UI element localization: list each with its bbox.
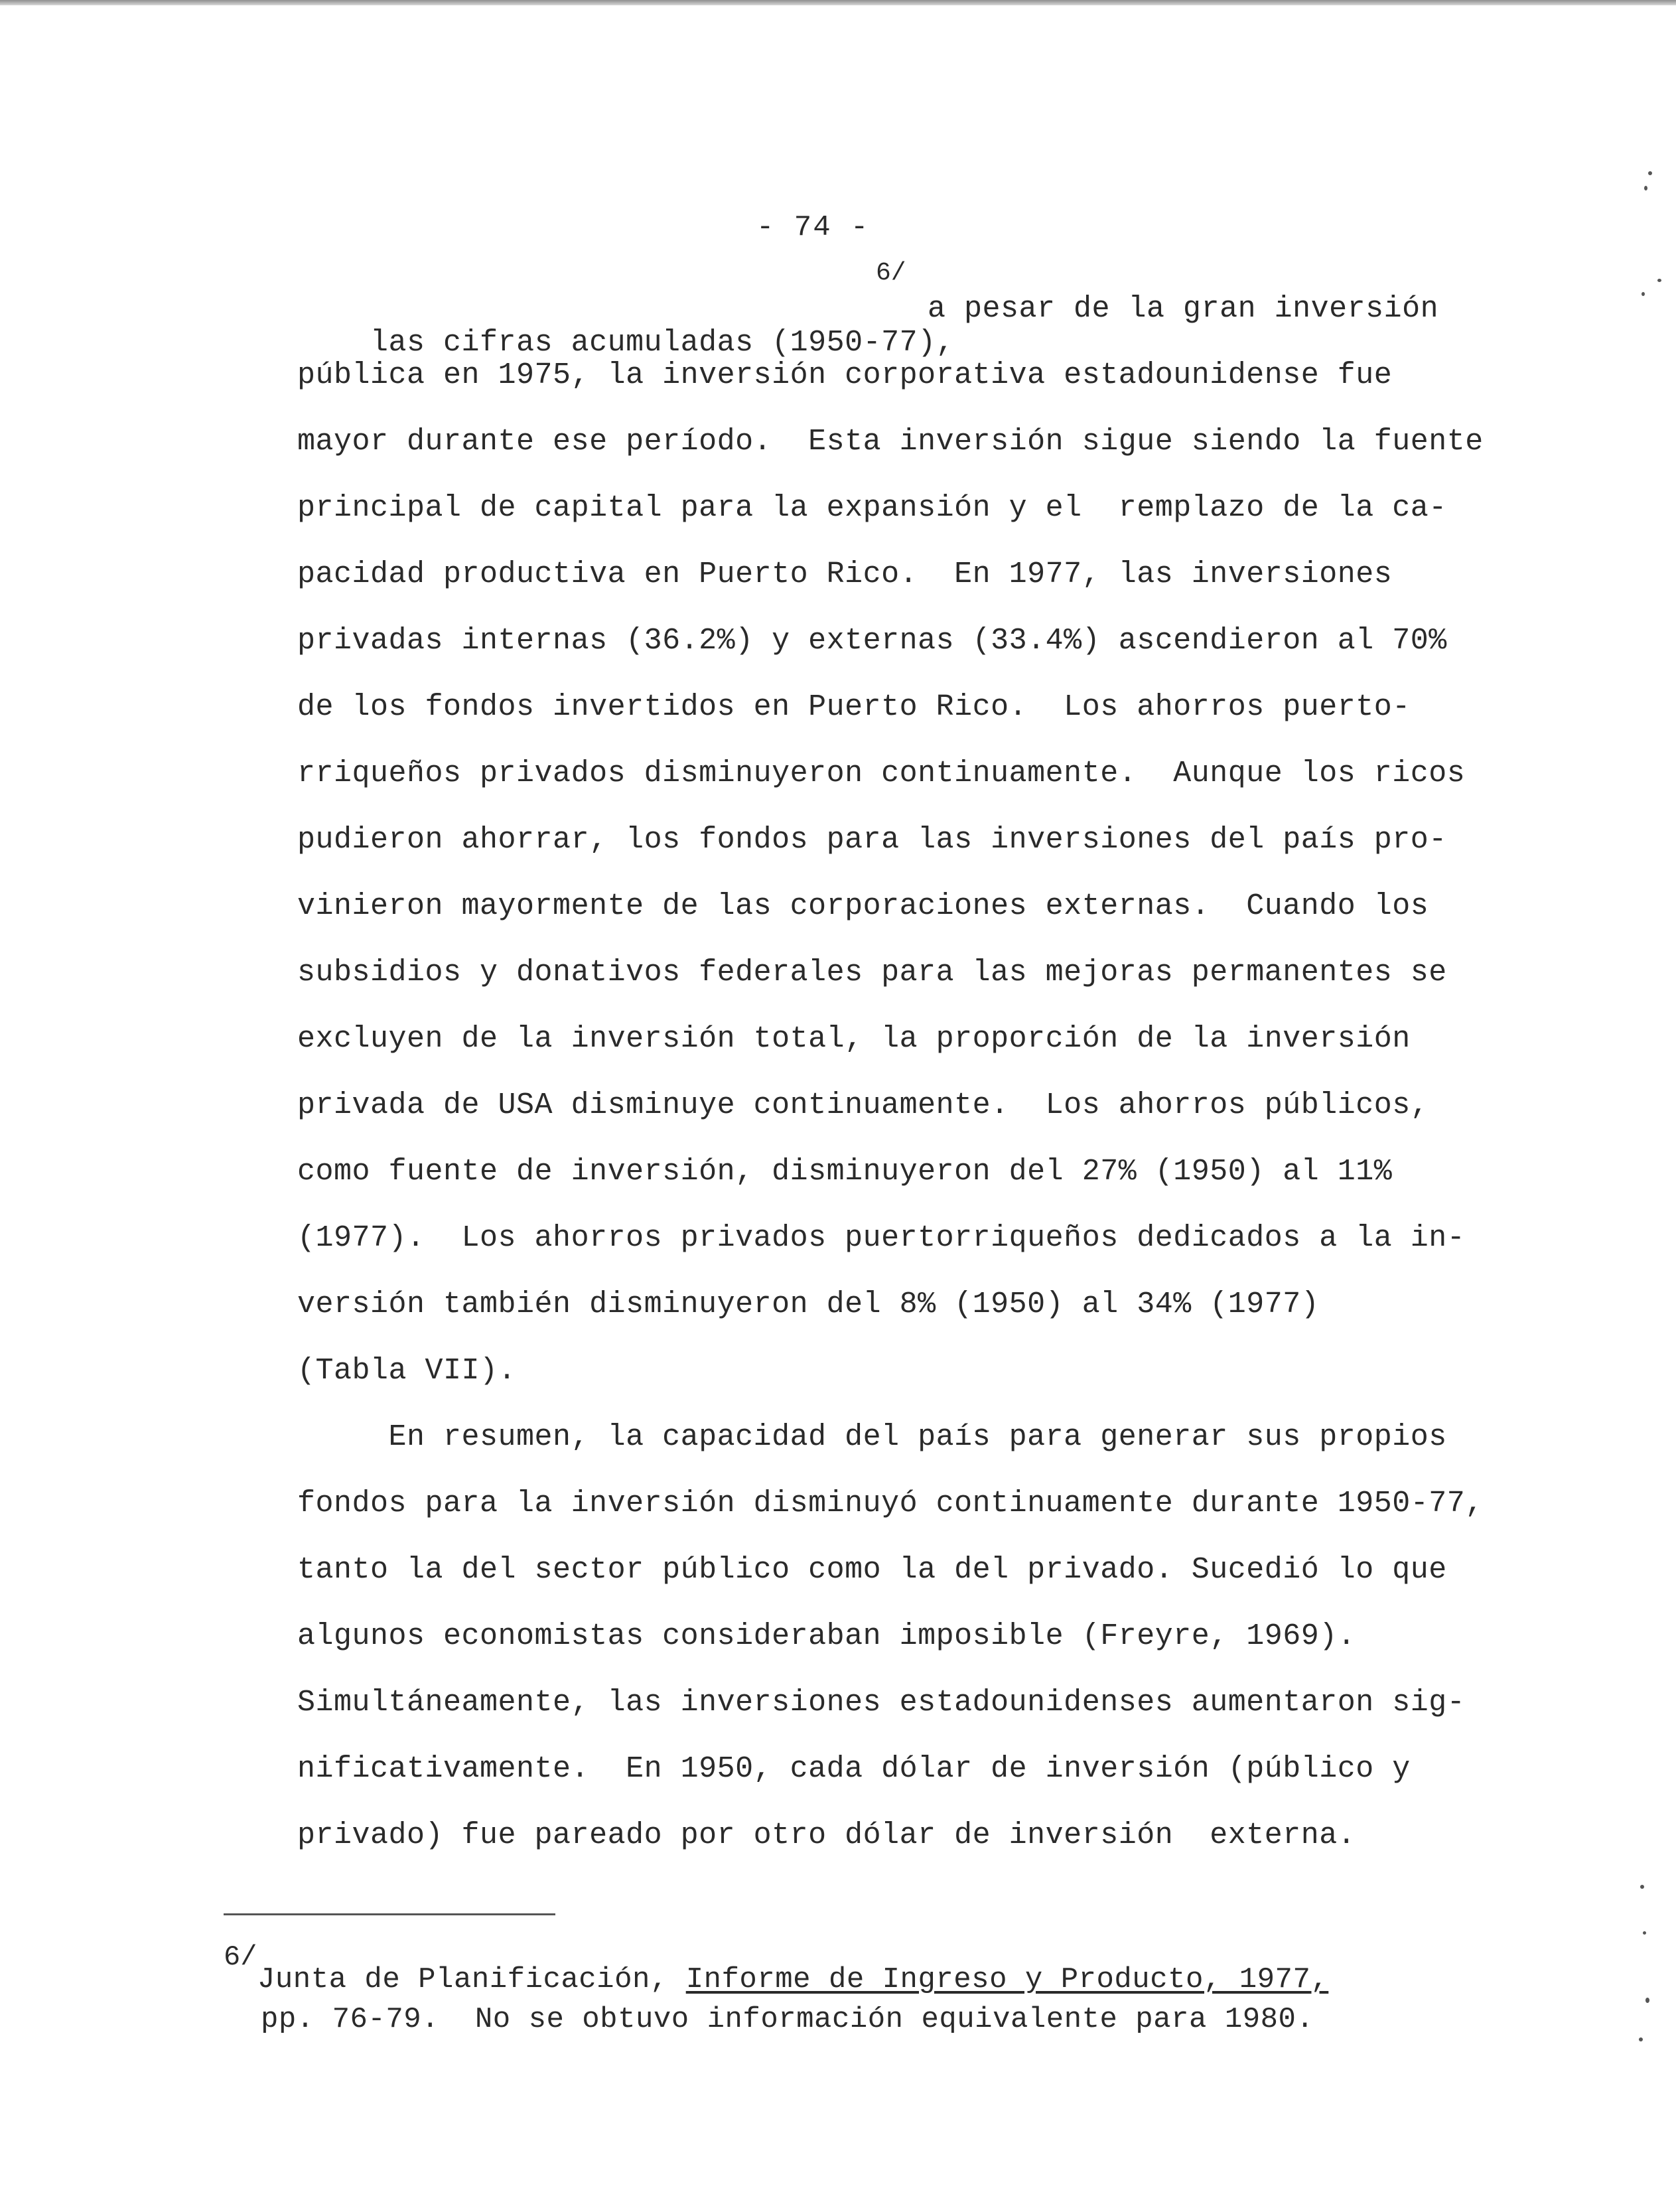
- body-line-20: tanto la del sector público como la del privado. Sucedió lo que: [297, 1553, 1447, 1587]
- scan-speck: [1641, 292, 1645, 296]
- footnote-number: 6/: [224, 1941, 257, 1973]
- footnote-separator-line: [224, 1913, 555, 1915]
- scan-speck: [1645, 1998, 1649, 2003]
- body-line-21: algunos economistas consideraban imposible (Freyre, 1969).: [297, 1619, 1356, 1653]
- body-line-14: como fuente de inversión, disminuyeron del 27% (1950) al 11%: [297, 1155, 1393, 1189]
- scan-speck: [1648, 171, 1652, 175]
- body-line-7: de los fondos invertidos en Puerto Rico. Los ahorros puerto-: [297, 690, 1411, 724]
- footnote-source: Junta de Planificación,: [257, 1963, 686, 1996]
- body-line-23: nificativamente. En 1950, cada dólar de inversión (público y: [297, 1752, 1411, 1786]
- scan-speck: [1639, 2037, 1643, 2041]
- footnote-line-1: [257, 1963, 1328, 1996]
- body-line-19: fondos para la inversión disminuyó continuamente durante 1950-77,: [297, 1487, 1484, 1520]
- body-line-16: versión también disminuyeron del 8% (1950) al 34% (1977): [297, 1288, 1320, 1321]
- body-line-4: principal de capital para la expansión y el remplazo de la ca-: [297, 491, 1447, 525]
- body-line-13: privada de USA disminuye continuamente. Los ahorros públicos,: [297, 1088, 1429, 1122]
- scan-speck: [1640, 1885, 1644, 1889]
- body-line-5: pacidad productiva en Puerto Rico. En 1977, las inversiones: [297, 557, 1393, 591]
- body-line-3: mayor durante ese período. Esta inversión sigue siendo la fuente: [297, 425, 1484, 459]
- scan-speck: [1643, 1931, 1646, 1935]
- body-line-18: En resumen, la capacidad del país para generar sus propios: [297, 1420, 1447, 1454]
- body-line-12: excluyen de la inversión total, la proporción de la inversión: [297, 1022, 1411, 1056]
- body-line-1-start: las cifras acumuladas (1950-77),: [370, 326, 955, 360]
- body-line-8: rriqueños privados disminuyeron continuamente. Aunque los ricos: [297, 757, 1466, 790]
- body-line-6: privadas internas (36.2%) y externas (33.4%) ascendieron al 70%: [297, 624, 1447, 658]
- scan-top-edge: [0, 0, 1676, 5]
- body-line-1-tail: a pesar de la gran inversión: [928, 292, 1439, 326]
- body-line-10: vinieron mayormente de las corporaciones externas. Cuando los: [297, 889, 1429, 923]
- body-line-11: subsidios y donativos federales para las mejoras permanentes se: [297, 956, 1447, 990]
- footnote-line-2: pp. 76-79. No se obtuvo información equivalente para 1980.: [261, 2003, 1314, 2036]
- scan-speck: [1657, 279, 1661, 282]
- body-line-22: Simultáneamente, las inversiones estadounidenses aumentaron sig-: [297, 1686, 1466, 1720]
- body-line-2: pública en 1975, la inversión corporativa estadounidense fue: [297, 358, 1393, 392]
- scan-speck: [1644, 186, 1647, 190]
- body-line-9: pudieron ahorrar, los fondos para las inversiones del país pro-: [297, 823, 1447, 857]
- page-number: - 74 -: [756, 211, 870, 244]
- footnote-reference: 6/: [876, 259, 906, 287]
- body-line-17: (Tabla VII).: [297, 1354, 517, 1388]
- body-line-24: privado) fue pareado por otro dólar de inversión externa.: [297, 1818, 1356, 1852]
- footnote-title: Informe de Ingreso y Producto, 1977,: [685, 1963, 1329, 1996]
- body-line-15: (1977). Los ahorros privados puertorriqueños dedicados a la in-: [297, 1221, 1466, 1255]
